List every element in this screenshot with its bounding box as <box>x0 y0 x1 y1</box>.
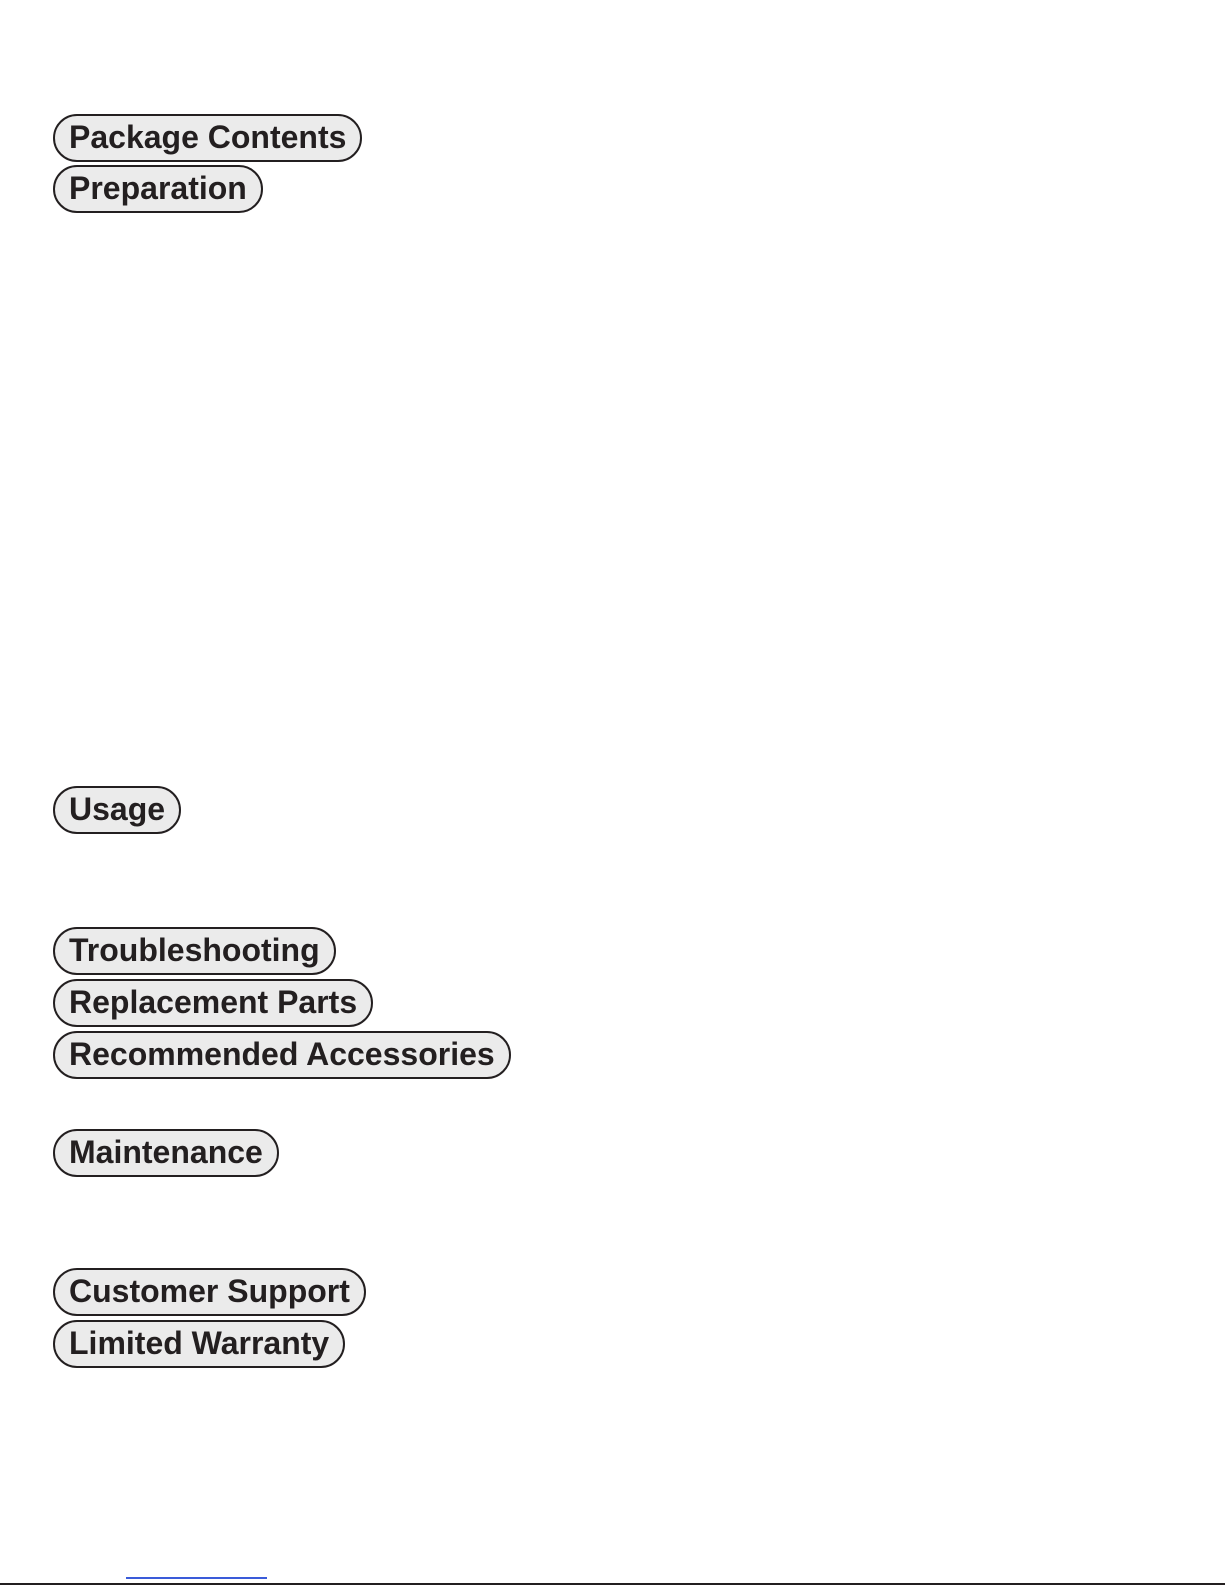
heading-preparation: Preparation <box>53 165 263 213</box>
heading-recommended-accessories: Recommended Accessories <box>53 1031 511 1079</box>
heading-customer-support: Customer Support <box>53 1268 366 1316</box>
heading-usage: Usage <box>53 786 181 834</box>
heading-limited-warranty: Limited Warranty <box>53 1320 345 1368</box>
heading-maintenance: Maintenance <box>53 1129 279 1177</box>
footer-link-underline[interactable] <box>126 1577 267 1579</box>
heading-troubleshooting: Troubleshooting <box>53 927 336 975</box>
heading-package-contents: Package Contents <box>53 114 362 162</box>
heading-replacement-parts: Replacement Parts <box>53 979 373 1027</box>
